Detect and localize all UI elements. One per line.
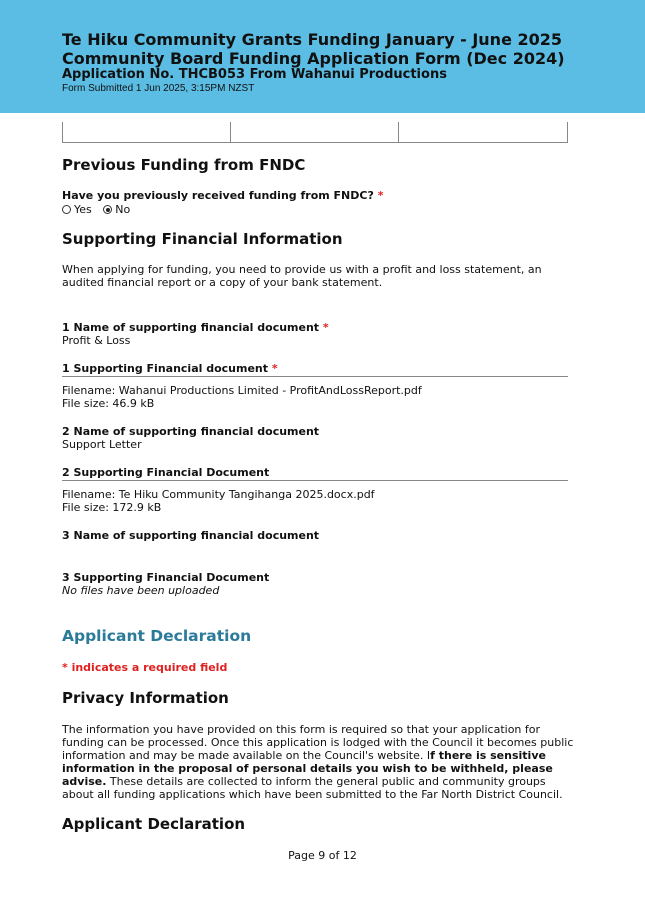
doc2-filesize: File size: 172.9 kB xyxy=(62,501,162,514)
radio-label: Yes xyxy=(74,203,92,216)
privacy-heading: Privacy Information xyxy=(62,689,229,707)
privacy-line1: The information you have provided on this form is required so that your application for xyxy=(62,723,541,736)
label-text: 1 Name of supporting financial document xyxy=(62,321,320,334)
doc1-filename: Filename: Wahanui Productions Limited - ProfitAndLossReport.pdf xyxy=(62,384,422,397)
previous-funding-question xyxy=(62,189,383,202)
privacy-line6: about all funding applications which have been submitted to the Far North District Council. xyxy=(62,788,563,801)
doc2-name-label: 2 Name of supporting financial document xyxy=(62,425,320,438)
privacy-bold-text: f there is sensitive xyxy=(430,749,546,762)
doc2-filename: Filename: Te Hiku Community Tangihanga 2025.docx.pdf xyxy=(62,488,375,501)
doc2-file-label: 2 Supporting Financial Document xyxy=(62,466,270,479)
supporting-financial-heading: Supporting Financial Information xyxy=(62,230,343,248)
privacy-line5 xyxy=(62,775,546,788)
page-number: Page 9 of 12 xyxy=(288,849,357,862)
divider xyxy=(62,376,568,377)
applicant-declaration-heading: Applicant Declaration xyxy=(62,627,252,645)
required-field-note: * indicates a required field xyxy=(62,661,228,674)
privacy-text: information and may be made available on the Council's website. I xyxy=(62,749,431,762)
radio-empty-icon xyxy=(62,205,71,214)
doc3-name-label: 3 Name of supporting financial document xyxy=(62,529,320,542)
radio-option-yes[interactable] xyxy=(62,203,92,216)
radio-label: No xyxy=(115,203,131,216)
applicant-declaration-subheading: Applicant Declaration xyxy=(62,815,246,833)
doc1-file-label xyxy=(62,362,278,375)
doc2-name-value: Support Letter xyxy=(62,438,142,451)
table-cell xyxy=(399,122,568,143)
question-text: Have you previously received funding from FNDC? xyxy=(62,189,374,202)
form-title-line1: Te Hiku Community Grants Funding January - June 2025 xyxy=(62,30,563,49)
supporting-intro-line2: audited financial report or a copy of your bank statement. xyxy=(62,276,383,289)
submitted-timestamp: Form Submitted 1 Jun 2025, 3:15PM NZST xyxy=(62,83,255,94)
privacy-bold-text: advise. xyxy=(62,775,107,788)
required-mark: * xyxy=(271,362,278,375)
privacy-line3 xyxy=(62,749,546,762)
previous-funding-radio-group xyxy=(62,203,138,216)
doc3-file-label: 3 Supporting Financial Document xyxy=(62,571,270,584)
doc1-filesize: File size: 46.9 kB xyxy=(62,397,155,410)
radio-option-no[interactable] xyxy=(103,203,130,216)
application-number: Application No. THCB053 From Wahanui Productions xyxy=(62,67,447,82)
table-fragment xyxy=(62,122,568,143)
table-cell xyxy=(231,122,399,143)
form-header xyxy=(0,0,645,113)
doc3-no-files: No files have been uploaded xyxy=(62,584,220,597)
doc1-name-value: Profit & Loss xyxy=(62,334,131,347)
radio-selected-icon xyxy=(103,205,112,214)
required-mark: * xyxy=(377,189,384,202)
supporting-intro-line1: When applying for funding, you need to provide us with a profit and loss statement, an xyxy=(62,263,542,276)
form-title-line2: Community Board Funding Application Form (Dec 2024) xyxy=(62,49,565,68)
label-text: 1 Supporting Financial document xyxy=(62,362,269,375)
privacy-line4: information in the proposal of personal details you wish to be withheld, please xyxy=(62,762,553,775)
table-cell xyxy=(62,122,231,143)
divider xyxy=(62,480,568,481)
privacy-text: These details are collected to inform the general public and community groups xyxy=(106,775,546,788)
privacy-line2: funding can be processed. Once this application is lodged with the Council it becomes public xyxy=(62,736,574,749)
required-mark: * xyxy=(322,321,329,334)
previous-funding-heading: Previous Funding from FNDC xyxy=(62,156,306,174)
doc1-name-label xyxy=(62,321,329,334)
